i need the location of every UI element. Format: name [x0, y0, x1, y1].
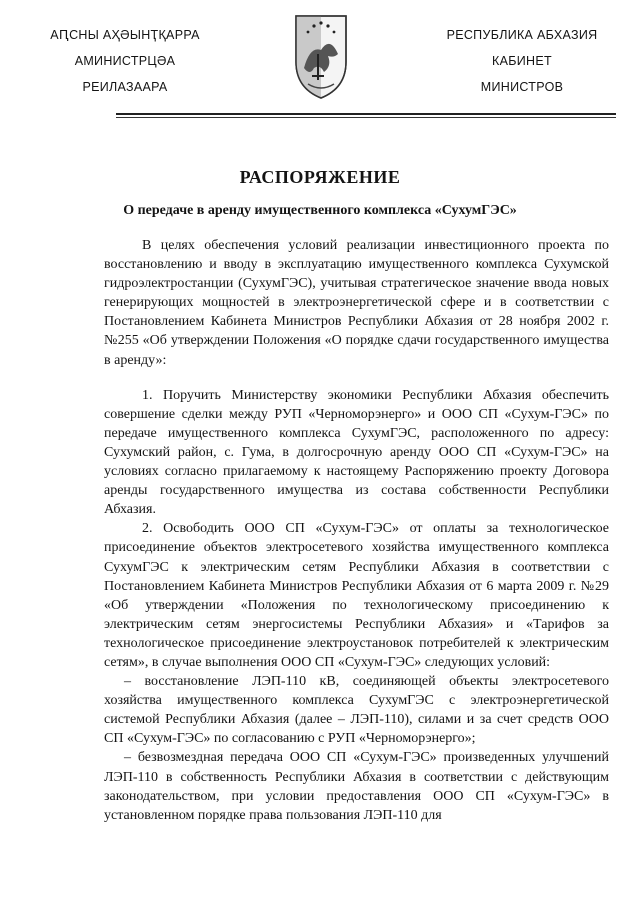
condition-2-paragraph: – безвозмездная передача ООО СП «Сухум-ГЭС» произведенных улучшений ЛЭП-110 в собственность Республики Абхазия в соответствии с действующим законодательством, при условии предоставления ООО СП «Сухум-ГЭС» в установленном порядке права пользования ЛЭП-110 для [104, 750, 609, 823]
preamble-paragraph: В целях обеспечения условий реализации инвестиционного проекта по восстановлению и вводу в эксплуатацию имущественного комплекса Сухумской гидроэлектростанции (СухумГЭС), учитывая стратегическое значение ввода новых генерирующих мощностей в электроэнергетической сфере и в соответствии с Постановлением Кабинета Министров Республики Абхазия от 28 ноября 2002 г. №255 «Об утверждении Положения «О порядке сдачи государственного имущества в аренду»: [104, 238, 609, 368]
document-subject: О передаче в аренду имущественного комплекса «СухумГЭС» [123, 203, 517, 218]
header-left-line-3: РЕИЛАЗААРА [82, 80, 168, 94]
item-1-paragraph: 1. Поручить Министерству экономики Республики Абхазия обеспечить совершение сделки между РУП «Черноморэнерго» и ООО СП «Сухум-ГЭС» по передаче имущественного комплекса СухумГЭС, расположенного по адресу: Сухумский район, с. Гума, в долгосрочную аренду ООО СП «Сухум-ГЭС» на условиях согласно прилагаемому к настоящему Распоряжению проекту Договора аренды государственного имущества из состава собственности Республики Абхазия. [104, 387, 609, 518]
header-divider-thin [116, 117, 616, 118]
header-abkhaz-name [40, 28, 210, 106]
document-title: РАСПОРЯЖЕНИЕ [239, 167, 401, 187]
condition-1-paragraph: – восстановление ЛЭП-110 кВ, соединяющей объекты электросетевого хозяйства имущественного комплекса СухумГЭС с электроэнергетической системой Республики Абхазия (далее – ЛЭП-110), силами и за счет средств ООО СП «Сухум-ГЭС» по согласованию с РУП «Черноморэнерго»; [104, 674, 609, 747]
header-right-line-2: КАБИНЕТ [492, 54, 552, 68]
coat-of-arms-icon [290, 10, 352, 102]
header-divider-thick [116, 113, 616, 115]
document-body [104, 236, 609, 825]
header-left-line-2: АМИНИСТРЦӘА [74, 54, 176, 68]
header-russian-name [432, 28, 612, 106]
header-right-line-3: МИНИСТРОВ [480, 80, 564, 94]
header-left-line-1: АԤСНЫ АҲӘЫНҬҚАРРА [50, 28, 200, 42]
header-right-line-1: РЕСПУБЛИКА АБХАЗИЯ [446, 28, 598, 42]
item-2-paragraph: 2. Освободить ООО СП «Сухум-ГЭС» от оплаты за технологическое присоединение объектов электросетевого хозяйства имущественного комплекса СухумГЭС к электрическим сетям Республики Абхазия в соответствии с Постановлением Кабинета Министров Республики Абхазия от 6 марта 2009 г. №29 «Об утверждении «Положения по технологическому присоединению к электрическим сетям энергосистемы Республики Абхазия» и «Тарифов за технологическое присоединение электроустановок потребителей к электрическим сетям», в случае выполнения ООО СП «Сухум-ГЭС» следующих условий: [104, 521, 609, 670]
